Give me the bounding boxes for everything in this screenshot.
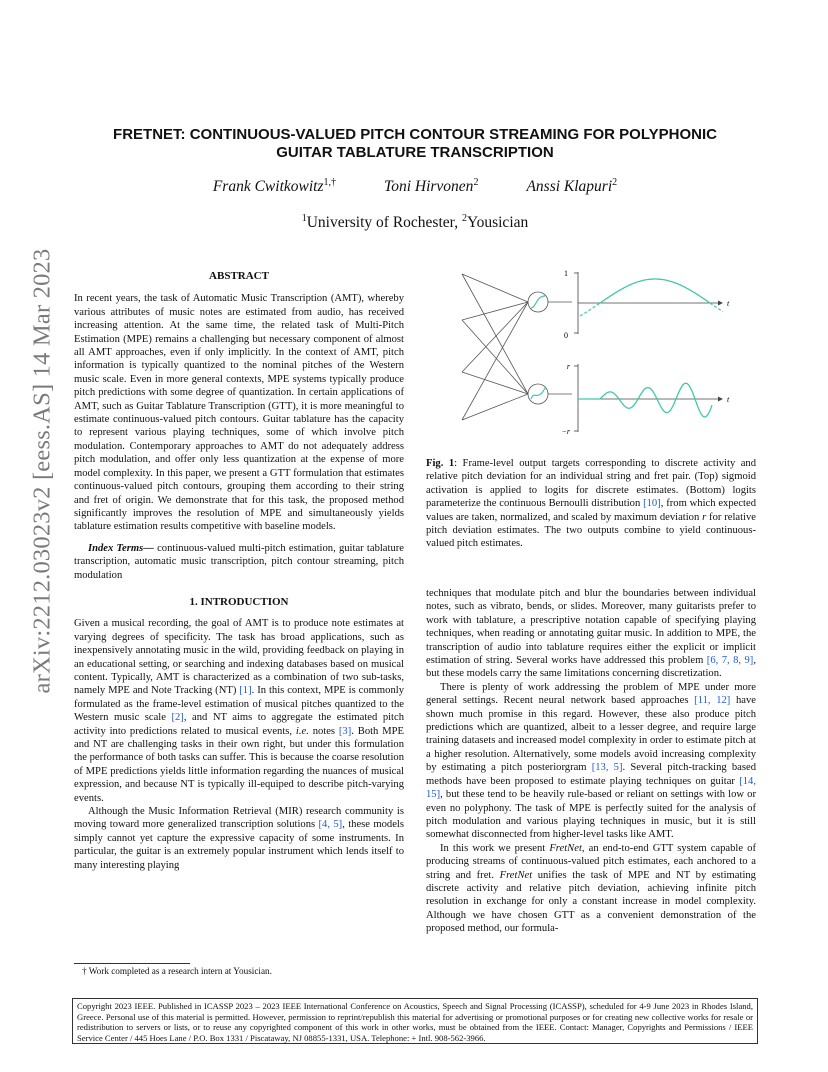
top-curve-dashed-right xyxy=(710,303,723,312)
top-ytick-high: 1 xyxy=(564,269,568,278)
intro-paragraph-2: Although the Music Information Retrieval (MIR) research community is moving toward more generalized transcription solutions [4, 5], these models simply cannot yet capture the expressive capacity of some instruments. In particular, the guitar is an extremely popular instrument which lends itself to many interesting playing xyxy=(74,806,404,871)
abstract-text: In recent years, the task of Automatic Music Transcription (AMT), whereby various attributes of music notes are estimated from audio, has received increasing attention. At the same time, the related task of Multi-Pitch Estimation (MPE) remains a challenging but necessary component of almost all AMT approaches, even if only implicitly. In the context of AMT, pitch information is typically quantized to the nominal pitches of the Western music scale. Even in more general contexts, MPE systems typically produce pitch predictions with some degree of quantization. In certain applications of AMT, such as Guitar Tablature Transcription (GTT), it is more meaningful to estimate continuous-valued pitch contours. Guitar tablature has the capacity to represent various playing techniques, some of which involve pitch modulation. Contemporary approaches to AMT do not adequately address pitch modulation, and offer only less quantization at the expense of more model complexity. In this paper, we present a GTT formulation that estimates continuous-valued pitch contours, grouping them according to their string and fret of origin. We demonstrate that for this task, the proposed method significantly improves the resolution of MPE and simultaneously yields tablature estimation results competitive with baseline models. xyxy=(74,293,404,533)
network-diagram xyxy=(462,274,572,420)
top-plot xyxy=(564,269,730,340)
citation-link[interactable]: [6, 7, 8, 9] xyxy=(706,655,754,667)
citation-link[interactable]: [13, 5] xyxy=(591,762,623,774)
copyright-notice: Copyright 2023 IEEE. Published in ICASSP 2023 – 2023 IEEE International Conference on Acoustics, Speech and Signal Processing (ICASSP), scheduled for 4-9 June 2023 in Rhodes Island, Greece. Personal use of this material is permitted. However, permission to reprint/republish this material for advertising or promotional purposes or for creating new collective works for resale or redistribution to servers or lists, or to reuse any copyrighted component of this work in other works, must be obtained from the IEEE. Contact: Manager, Copyrights and Permissions / IEEE Service Center / 445 Hoes Lane / P.O. Box 1331 / Piscataway, NJ 08855-1331, USA. Telephone: + Intl. 908-562-3966. xyxy=(72,998,758,1044)
top-time-label: t xyxy=(727,299,730,308)
figure-1 xyxy=(450,262,750,452)
affiliations: $^1$University of Rochester, $^2$Yousician xyxy=(301,212,529,231)
intro-paragraph-1: Given a musical recording, the goal of AMT is to produce note estimates at varying degrees of specificity. The task has broad applications, such as inexpensively annotating music in the wild, providing feedback on playing in an educational setting, or searching and indexing databases based on musical content. Typically, AMT is characterized as a combination of two sub-tasks, namely MPE and Note Tracking (NT) [1]. In this context, MPE is commonly formulated as the frame-level estimation of musical pitches quantized to the Western music scale [2], and NT aims to aggregate the estimated pitch activity into predictions related to musical events, i.e. notes [3]. Both MPE and NT are challenging tasks in their own right, but under this formulation the performance of both tasks can suffer. This is because the coarse resolution of MPE predictions yields little information regarding the nuances of musical expression, and because NT is typically ill-equiped to describe pitch-varying events. xyxy=(74,618,404,804)
figure-caption: Fig. 1: Frame-level output targets corresponding to discrete activity and relative pitch deviation for an individual string and fret pair. (Top) sigmoid activation is applied to logits for discrete estimates. (Bottom) logits parameterize the continuous Bernoulli distribution [10], from which expected values are taken, normalized, and scaled by maximum deviation r for relative pitch deviation estimates. The two outputs combine to yield continuous-valued pitch estimates. xyxy=(426,458,757,550)
title-line-2: GUITAR TABLATURE TRANSCRIPTION xyxy=(276,144,554,161)
citation-link[interactable]: [2] xyxy=(171,712,184,724)
bernoulli-node xyxy=(528,384,548,404)
citation-link[interactable]: [3] xyxy=(338,725,352,737)
footnote-rule xyxy=(74,963,190,964)
arxiv-stamp: arXiv:2212.03023v2 [eess.AS] 14 Mar 2023 xyxy=(28,248,55,694)
right-paragraph-2: There is plenty of work addressing the problem of MPE under more general settings. Recent neural network based approaches [11, 12] have shown much promise in this regard. However, these also produce pitch predictions which are quantized, albeit to a lesser degree, and require large training datasets and increased model complexity in order to estimate pitch at a higher resolution. Alternatively, some models avoid increasing complexity by estimating a pitch posteriorgram [13, 5]. Several pitch-tracking based methods have been proposed to estimate playing techniques on guitar [14, 15], but these tend to be heavily rule-based or reliant on settings with low or even no polyphony. The task of MPE is perfectly suited for the analysis of pitch modulation and various playing techniques in music, but it is still somewhat disconnected from higher-level tasks like AMT. xyxy=(426,681,757,841)
footnote: † Work completed as a research intern at Yousician. xyxy=(82,966,272,976)
citation-link[interactable]: [14, 15] xyxy=(426,775,756,801)
citation-link[interactable]: [4, 5] xyxy=(318,819,343,831)
top-curve-dashed-left xyxy=(580,303,600,316)
bottom-ytick-high: r xyxy=(566,362,570,371)
introduction-heading: 1. INTRODUCTION xyxy=(189,595,289,608)
index-terms: Index Terms— continuous-valued multi-pitch estimation, guitar tablature transcription, automatic music transcription, pitch contour streaming, pitch modulation xyxy=(74,542,404,581)
right-paragraph-3: In this work we present FretNet, an end-to-end GTT system capable of producing streams of continuous-valued pitch estimates, each anchored to a string and fret. FretNet unifies the task of MPE and NT by estimating discrete activity and relative pitch deviation, achieving infinite pitch resolution in exchange for only a constant increase in model complexity. Although we have chosen GTT as a convenient demonstration of the proposed method, our formula- xyxy=(426,842,756,935)
top-curve xyxy=(600,279,710,303)
author: Anssi Klapuri$^2$ xyxy=(526,176,618,195)
abstract-heading: ABSTRACT xyxy=(209,270,269,282)
bottom-plot xyxy=(561,362,730,436)
right-column xyxy=(426,587,756,936)
author-list xyxy=(80,178,750,196)
bottom-curve xyxy=(578,383,712,417)
top-ytick-low: 0 xyxy=(564,331,568,340)
bottom-ytick-low: −r xyxy=(561,427,570,436)
paper-title xyxy=(60,126,770,162)
title-line-1: FRETNET: CONTINUOUS-VALUED PITCH CONTOUR STREAMING FOR POLYPHONIC xyxy=(113,126,717,143)
abstract-section xyxy=(74,270,404,872)
citation-link[interactable]: [10] xyxy=(643,498,661,510)
citation-link[interactable]: [1] xyxy=(239,685,252,697)
author: Frank Cwitkowitz$^{1,\dagger}$ xyxy=(212,176,337,195)
citation-link[interactable]: [11, 12] xyxy=(694,695,731,707)
sigmoid-node xyxy=(528,292,548,312)
bottom-time-label: t xyxy=(727,395,730,404)
right-paragraph-1: techniques that modulate pitch and blur the boundaries between individual notes, such as vibrato, bends, or slides. Moreover, many guitarists prefer to work with tablature, a prescriptive notation capable of specifying playing techniques, when reading or annotating guitar music. In addition to MPE, the transcription of audio into tablature requires either the explicit or implicit estimation of string. Several works have addressed this problem [6, 7, 8, 9], but these models carry the same limitations concerning discretization. xyxy=(426,588,756,680)
author: Toni Hirvonen$^2$ xyxy=(384,176,479,195)
caption-label: Fig. 1 xyxy=(426,458,455,469)
